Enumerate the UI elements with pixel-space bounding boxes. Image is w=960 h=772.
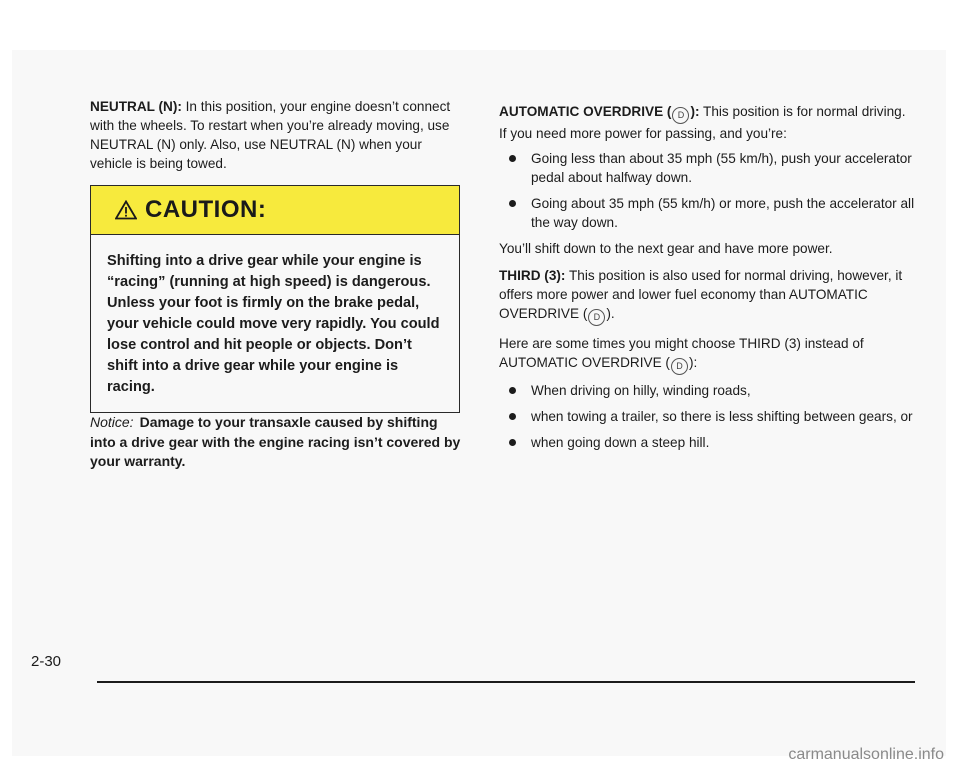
left-column [90, 97, 465, 472]
notice-label: Notice: [90, 414, 134, 430]
third-text: This position is also used for normal driving, however, it offers more power and lower fuel economy than AUTOMATIC OVERDRIVE ( [499, 268, 903, 321]
caution-body: Shifting into a drive gear while your engine is “racing” (running at high speed) is dangerous. Unless your foot is firmly on the brake pedal, your vehicle could move very rapidly. You could lose control and hit people or objects. Don’t shift into a drive gear while your engine is racing. [107, 253, 440, 395]
warning-triangle-icon [115, 200, 137, 220]
third-heading: THIRD (3): [499, 268, 566, 283]
right-column [499, 102, 915, 459]
caution-title: CAUTION: [145, 196, 267, 223]
page-number: 2-30 [31, 653, 62, 670]
list-item: when towing a trailer, so there is less shifting between gears, or [499, 407, 915, 426]
drive-circle-icon: D [671, 358, 688, 375]
list-item: Going about 35 mph (55 km/h) or more, push the accelerator all the way down. [499, 194, 915, 232]
neutral-paragraph [90, 97, 465, 173]
times-paragraph [499, 334, 915, 375]
times-end: ): [688, 355, 698, 370]
overdrive-heading [499, 104, 700, 119]
overdrive-heading-text: AUTOMATIC OVERDRIVE ( [499, 104, 672, 119]
footer-rule [97, 681, 915, 683]
overdrive-text: This position is for normal driving. If you need more power for passing, and you’re: [499, 104, 906, 141]
overdrive-paragraph [499, 102, 915, 143]
third-paragraph [499, 266, 915, 326]
drive-circle-icon: D [672, 107, 689, 124]
notice-text: Damage to your transaxle caused by shifting into a drive gear with the engine racing isn’t covered by your warranty. [90, 414, 461, 469]
drive-circle-icon: D [588, 309, 605, 326]
list-item: when going down a steep hill. [499, 433, 915, 452]
list-item: When driving on hilly, winding roads, [499, 381, 915, 400]
neutral-text: In this position, your engine doesn’t connect with the wheels. To restart when you’re already moving, use NEUTRAL (N) only. Also, use NEUTRAL (N) when your vehicle is being towed. [90, 99, 451, 171]
overdrive-bullet-list [499, 149, 915, 232]
neutral-heading: NEUTRAL (N): [90, 99, 182, 114]
shift-down-paragraph: You’ll shift down to the next gear and have more power. [499, 241, 833, 256]
notice-paragraph [90, 413, 465, 472]
caution-header [91, 186, 459, 235]
watermark: carmanualsonline.info [788, 746, 944, 763]
caution-box [90, 185, 460, 413]
caution-title-row [115, 197, 266, 223]
third-end: ). [606, 306, 615, 321]
times-text: Here are some times you might choose THIRD (3) instead of AUTOMATIC OVERDRIVE ( [499, 336, 864, 370]
third-bullet-list [499, 381, 915, 452]
overdrive-heading-close: ): [690, 104, 700, 119]
list-item: Going less than about 35 mph (55 km/h), push your accelerator pedal about halfway down. [499, 149, 915, 187]
